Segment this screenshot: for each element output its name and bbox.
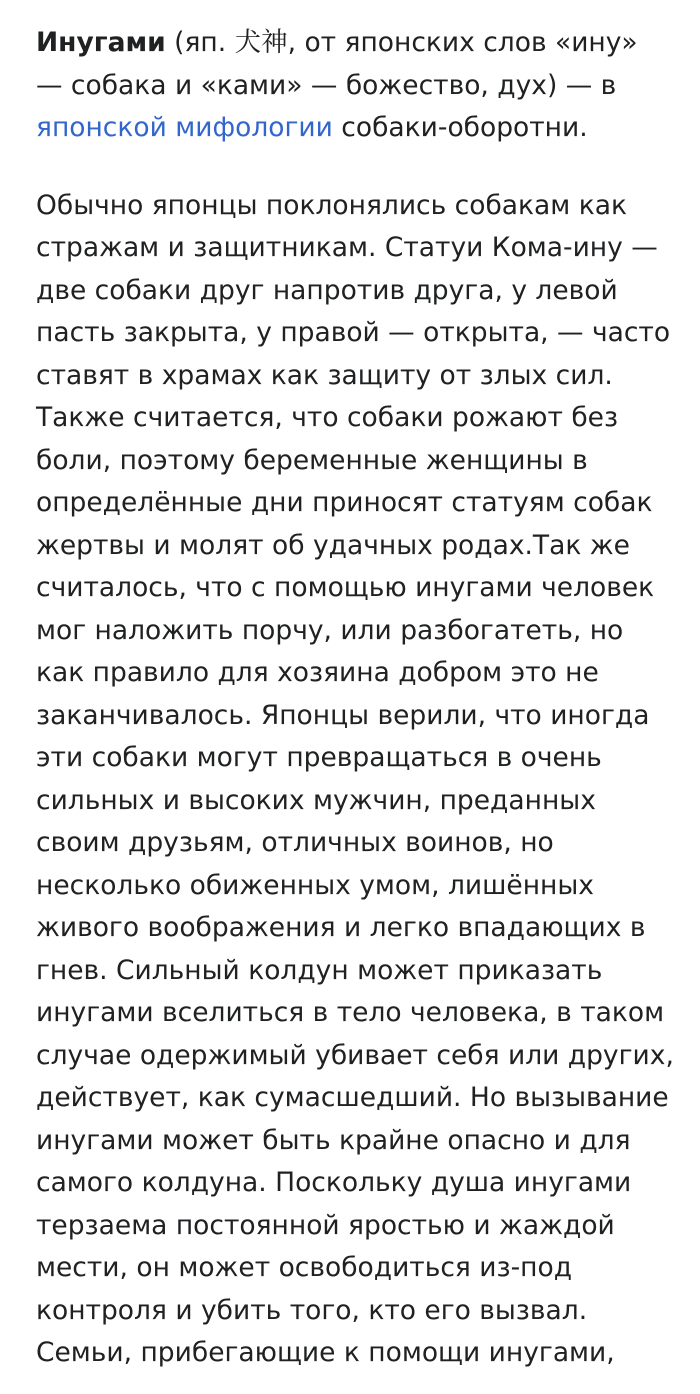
body-line: ставят в храмах как защиту от злых сил. [36,359,613,391]
body-line: пасть закрыта, у правой — открыта, — часто [36,317,671,348]
body-line: Семьи, прибегающие к помощи инугами, [36,1337,615,1368]
body-line: случае одержимый убивает себя или других, [36,1039,674,1071]
body-line: мести, он может освободиться из-под [36,1252,573,1283]
intro-line-3-rest: собаки-оборотни. [332,112,588,143]
body-line: заканчивалось. Японцы верили, что иногда [36,699,650,731]
intro-line-2: — собака и «ками» — божество, дух) — в [36,69,617,101]
body-line: боли, поэтому беременные женщины в [36,444,588,476]
body-line: живого воображения и легко впадающих в [36,912,646,943]
article-term: Инугами [36,27,166,58]
intro-line-1-rest: (яп. 犬神, от японских слов «ину» [165,27,638,58]
body-line: своим друзьям, отличных воинов, но [36,827,554,858]
body-line: считалось, что с помощью инугами человек [36,572,655,603]
japanese-mythology-link[interactable]: японской мифологии [36,112,333,143]
article-content [36,22,674,1375]
body-line: Также считается, что собаки рожают без [36,402,619,433]
body-line: контроля и убить того, кто его вызвал. [36,1294,588,1326]
body-line: две собаки друг напротив друга, у левой [36,274,618,306]
body-line: определённые дни приносят статуям собак [36,487,653,518]
body-line: эти собаки могут превращаться в очень [36,742,602,773]
body-line: несколько обиженных умом, лишённых [36,869,594,901]
body-line: мог наложить порчу, или разбогатеть, но [36,614,624,646]
body-line: инугами вселиться в тело человека, в таком [36,997,665,1028]
body-line: жертвы и молят об удачных родах.Так же [36,529,630,561]
intro-paragraph [36,22,666,150]
body-line: самого колдуна. Поскольку душа инугами [36,1167,632,1198]
body-paragraph [36,185,674,1375]
body-line: гнев. Сильный колдун может приказать [36,954,603,986]
body-line: сильных и высоких мужчин, преданных [36,784,596,816]
body-line: стражам и защитникам. Статуи Кома-ину — [36,232,658,263]
body-line: действует, как сумасшедший. Но вызывание [36,1082,669,1113]
body-line: как правило для хозяина добром это не [36,657,599,688]
body-line: терзаема постоянной яростью и жаждой [36,1209,615,1241]
intro-line-1 [36,22,666,65]
body-line: инугами может быть крайне опасно и для [36,1124,631,1156]
intro-line-3 [36,107,666,150]
body-line: Обычно японцы поклонялись собакам как [36,189,627,221]
